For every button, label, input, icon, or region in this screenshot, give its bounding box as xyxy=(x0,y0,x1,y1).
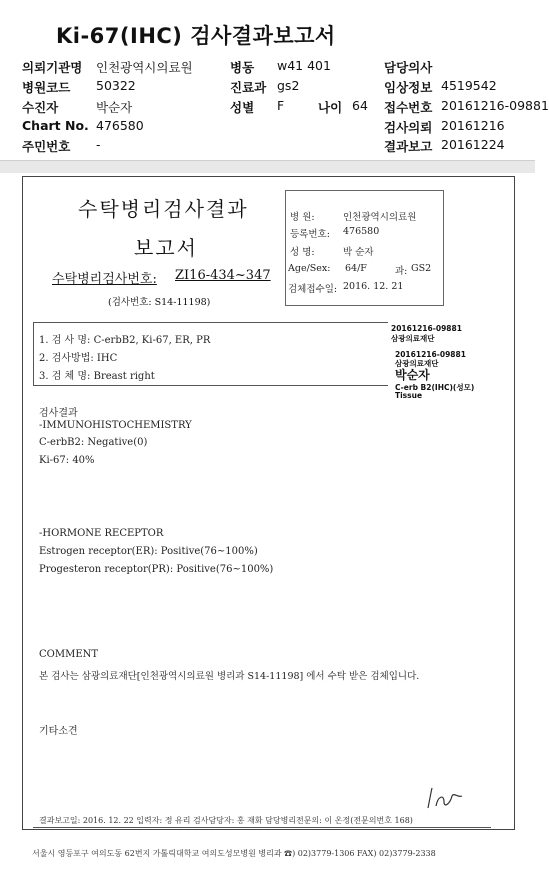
patient-hospital-label: 병 원: xyxy=(290,212,315,223)
request-number: ZI16-434~347 xyxy=(175,268,271,283)
report-heading-2: 보고서 xyxy=(134,236,198,260)
label-sex: 성별 xyxy=(230,100,255,115)
value-ward: w41 401 xyxy=(277,58,331,73)
label-accession-no: 접수번호 xyxy=(384,100,433,115)
exam-item: 3. 검 체 명: Breast right xyxy=(39,371,155,382)
label-code: 20161216-09881 xyxy=(391,324,462,333)
label-test: C-erb B2(IHC)(성모) xyxy=(395,383,475,392)
patient-date-label: 검체접수일: xyxy=(288,284,338,295)
label-hospital: 의뢰기관명 xyxy=(22,60,83,75)
patient-dept: GS2 xyxy=(411,263,432,274)
value-age: 64 xyxy=(352,98,368,113)
label-request-date: 검사의뢰 xyxy=(384,120,433,135)
label-clinical-info: 임상정보 xyxy=(384,80,433,95)
comment-label: COMMENT xyxy=(39,649,99,660)
value-report-date: 20161224 xyxy=(441,137,505,152)
label-report-date: 결과보고 xyxy=(384,139,433,154)
results-hormone: -HORMONE RECEPTOR xyxy=(39,528,164,539)
value-accession-no: 20161216-09881 xyxy=(441,98,549,113)
label-org: 삼광의료재단 xyxy=(395,359,439,368)
request-number-label: 수탁병리검사번호: xyxy=(52,272,157,287)
patient-date: 2016. 12. 21 xyxy=(343,281,404,292)
section-divider xyxy=(0,160,535,173)
label-age: 나이 xyxy=(318,100,343,115)
patient-dept-label: 과: xyxy=(395,266,408,277)
exam-number: (검사번호: S14-11198) xyxy=(108,297,211,308)
result-pr: Progesteron receptor(PR): Positive(76~100%) xyxy=(39,564,274,575)
patient-reg-label: 등록번호: xyxy=(290,229,330,240)
value-resident-no: - xyxy=(96,137,101,152)
result-ki67: Ki-67: 40% xyxy=(39,455,95,466)
patient-name-label: 성 명: xyxy=(290,247,315,258)
label-ward: 병동 xyxy=(230,60,255,75)
value-hospital: 인천광역시의료원 xyxy=(96,60,193,75)
value-clinical-info: 4519542 xyxy=(441,78,497,93)
results-heading: 검사결과 xyxy=(39,408,78,419)
label-patient: 수진자 xyxy=(22,100,59,115)
results-ihc: -IMMUNOHISTOCHEMISTRY xyxy=(39,420,192,431)
result-er: Estrogen receptor(ER): Positive(76~100%) xyxy=(39,546,258,557)
patient-reg: 476580 xyxy=(343,226,380,237)
result-cerbb2: C-erbB2: Negative(0) xyxy=(39,437,148,448)
patient-agesex-label: Age/Sex: xyxy=(288,263,331,274)
signature-icon xyxy=(422,784,474,814)
other-findings-label: 기타소견 xyxy=(39,726,78,737)
exam-item: 1. 검 사 명: C-erbB2, Ki-67, ER, PR xyxy=(39,335,211,346)
label-specimen-type: Tissue xyxy=(395,391,423,400)
value-department: gs2 xyxy=(277,78,300,93)
value-chart-no: 476580 xyxy=(96,118,144,133)
label-patient-name: 박순자 xyxy=(395,368,430,382)
exam-item: 2. 검사방법: IHC xyxy=(39,353,118,364)
label-resident-no: 주민번호 xyxy=(22,139,71,154)
hospital-address: 서울시 영등포구 여의도동 62번지 가톨릭대학교 여의도성모병원 병리과 ☎) 02)3779-1306 FAX) 02)3779-2338 xyxy=(32,849,436,858)
report-footer: 결과보고일: 2016. 12. 22 입력자: 정 유리 검사담당자: 홍 재화 담당병리전문의: 이 온정(전문의번호 168) xyxy=(39,816,413,825)
label-department: 진료과 xyxy=(230,80,267,95)
label-doctor: 담당의사 xyxy=(384,60,433,75)
value-patient: 박순자 xyxy=(96,100,133,115)
report-heading: 수탁병리검사결과 xyxy=(78,197,249,221)
footer-rule xyxy=(33,827,491,828)
label-code: 20161216-09881 xyxy=(395,350,466,359)
page-title: Ki-67(IHC) 검사결과보고서 xyxy=(56,24,336,48)
value-hospital-code: 50322 xyxy=(96,78,136,93)
comment-text: 본 검사는 삼광의료재단[인천광역시의료원 병리과 S14-11198] 에서 수탁 받은 검체입니다. xyxy=(39,671,420,682)
label-chart-no: Chart No. xyxy=(22,118,89,133)
patient-agesex: 64/F xyxy=(345,263,367,274)
label-hospital-code: 병원코드 xyxy=(22,80,71,95)
patient-hospital: 인천광역시의료원 xyxy=(343,212,417,223)
label-org: 삼광의료재단 xyxy=(391,334,435,343)
patient-name: 박 순자 xyxy=(343,247,374,258)
value-request-date: 20161216 xyxy=(441,118,505,133)
value-sex: F xyxy=(277,98,285,113)
